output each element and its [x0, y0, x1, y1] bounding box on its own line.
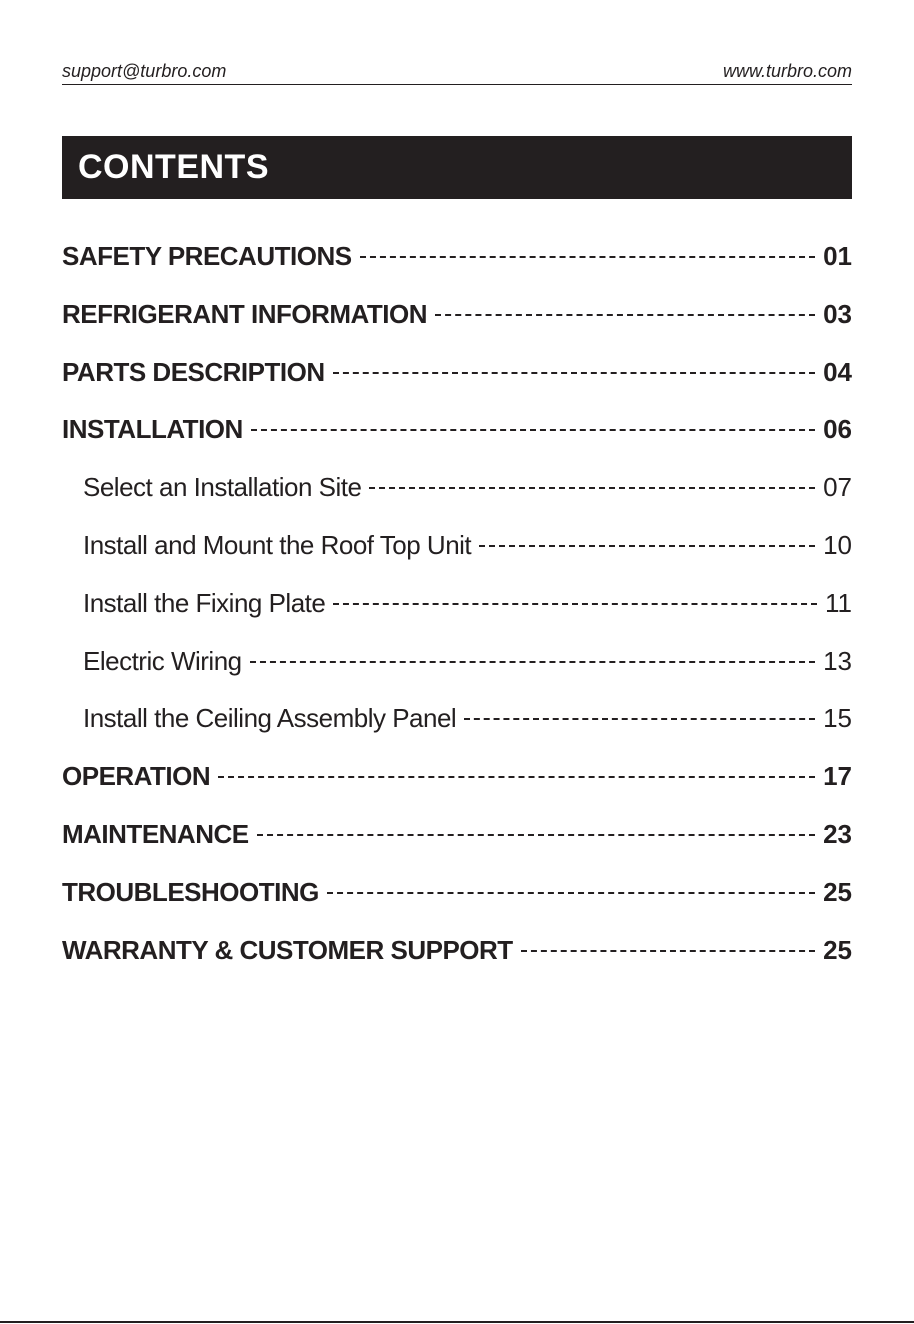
toc-entry-troubleshooting[interactable]	[62, 872, 852, 912]
toc-entry-page: 23	[823, 818, 852, 849]
toc-entry-page: 10	[823, 529, 852, 560]
toc-entry-label: TROUBLESHOOTING	[62, 876, 319, 907]
page-bottom-divider	[0, 1321, 914, 1323]
toc-entry-page: 06	[823, 414, 852, 445]
toc-entry-install-ceiling-panel[interactable]	[62, 698, 852, 738]
toc-entry-operation[interactable]	[62, 756, 852, 796]
toc-entry-maintenance[interactable]	[62, 814, 852, 854]
dot-leader	[333, 603, 817, 605]
dot-leader	[218, 776, 815, 778]
toc-entry-label: Install the Fixing Plate	[83, 587, 326, 618]
toc-entry-page: 11	[825, 587, 852, 618]
dot-leader	[521, 950, 815, 952]
toc-entry-page: 25	[823, 876, 852, 907]
dot-leader	[435, 314, 815, 316]
toc-entry-page: 13	[823, 645, 852, 676]
dot-leader	[369, 487, 815, 489]
toc-entry-safety-precautions[interactable]	[62, 236, 852, 276]
toc-entry-label: MAINTENANCE	[62, 818, 249, 849]
toc-entry-label: PARTS DESCRIPTION	[62, 356, 325, 387]
dot-leader	[250, 661, 815, 663]
toc-entry-label: SAFETY PRECAUTIONS	[62, 241, 352, 271]
table-of-contents	[62, 236, 852, 987]
page-title: CONTENTS	[78, 148, 269, 186]
toc-entry-label: Install the Ceiling Assembly Panel	[83, 703, 457, 734]
dot-leader	[464, 718, 815, 720]
dot-leader	[360, 256, 816, 258]
toc-entry-select-installation-site[interactable]	[62, 467, 852, 507]
dot-leader	[251, 429, 815, 431]
toc-entry-page: 25	[823, 934, 852, 965]
toc-entry-install-roof-top-unit[interactable]	[62, 525, 852, 565]
toc-entry-parts-description[interactable]	[62, 352, 852, 392]
toc-entry-electric-wiring[interactable]	[62, 641, 852, 681]
toc-entry-label: REFRIGERANT INFORMATION	[62, 298, 427, 329]
toc-entry-page: 03	[823, 298, 852, 329]
toc-entry-label: OPERATION	[62, 761, 211, 792]
toc-entry-label: INSTALLATION	[62, 414, 243, 445]
toc-entry-warranty-support[interactable]	[62, 930, 852, 970]
toc-entry-page: 17	[823, 761, 852, 792]
dot-leader	[333, 372, 815, 374]
toc-entry-label: Select an Installation Site	[83, 472, 362, 503]
toc-entry-label: WARRANTY & CUSTOMER SUPPORT	[62, 934, 513, 965]
dot-leader	[327, 892, 815, 894]
toc-entry-installation[interactable]	[62, 409, 852, 449]
contents-banner	[62, 136, 852, 199]
toc-entry-label: Electric Wiring	[83, 645, 242, 676]
dot-leader	[479, 545, 815, 547]
page-header	[62, 60, 852, 85]
toc-entry-page: 15	[823, 703, 852, 734]
toc-entry-refrigerant-information[interactable]	[62, 294, 852, 334]
support-email[interactable]: support@turbro.com	[62, 61, 227, 81]
toc-entry-label: Install and Mount the Roof Top Unit	[83, 529, 472, 560]
dot-leader	[257, 834, 815, 836]
toc-entry-page: 07	[823, 472, 852, 503]
toc-entry-page: 01	[823, 241, 852, 271]
toc-entry-page: 04	[823, 356, 852, 387]
toc-entry-install-fixing-plate[interactable]	[62, 583, 852, 623]
website-link[interactable]: www.turbro.com	[722, 61, 852, 81]
